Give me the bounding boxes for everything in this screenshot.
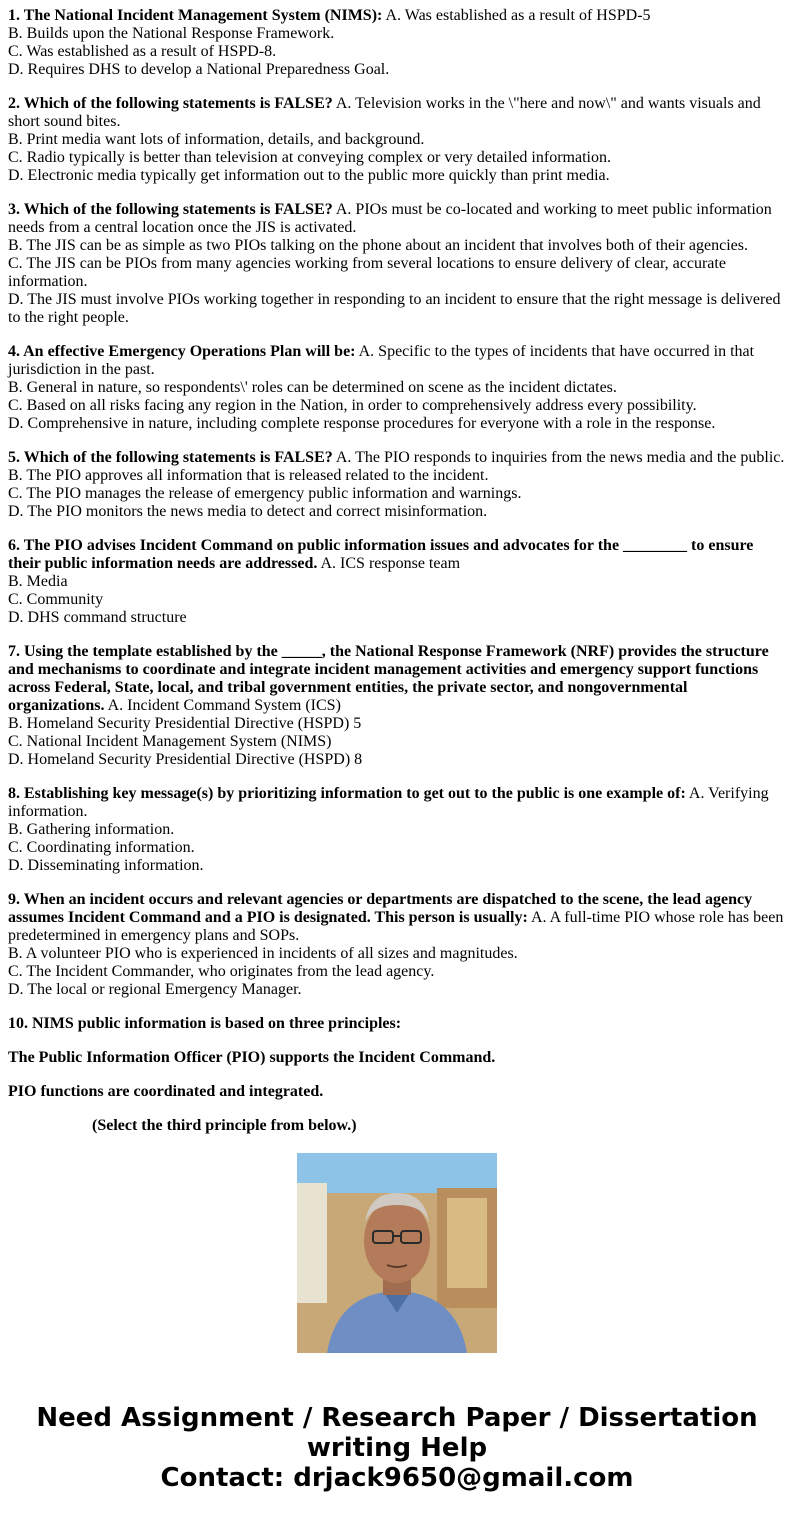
question-3 — [8, 201, 786, 327]
promo-contact: Contact: drjack9650@gmail.com — [160, 1463, 634, 1493]
answer-c: C. Coordinating information. — [8, 839, 195, 856]
question-1 — [8, 7, 786, 79]
answer-c: C. Was established as a result of HSPD-8. — [8, 43, 277, 60]
question-stem: 2. Which of the following statements is FALSE? — [8, 95, 333, 112]
answer-a: A. The PIO responds to inquiries from the news media and the public. — [335, 449, 785, 466]
question-8 — [8, 785, 786, 875]
answer-c: C. The Incident Commander, who originates from the lead agency. — [8, 963, 435, 980]
answer-c: C. The JIS can be PIOs from many agencies working from several locations to ensure delivery of clear, accurate information. — [8, 255, 726, 290]
answer-d: D. Comprehensive in nature, including complete response procedures for everyone with a role in the response. — [8, 415, 716, 432]
answer-c: C. Radio typically is better than television at conveying complex or very detailed information. — [8, 149, 611, 166]
answer-d: D. Requires DHS to develop a National Preparedness Goal. — [8, 61, 390, 78]
question-5 — [8, 449, 786, 521]
answer-b: B. Media — [8, 573, 68, 590]
question-stem: 1. The National Incident Management System (NIMS): — [8, 7, 383, 24]
question-2 — [8, 95, 786, 185]
answer-c: C. Based on all risks facing any region in the Nation, in order to comprehensively address every possibility. — [8, 397, 697, 414]
answer-d: D. The JIS must involve PIOs working together in responding to an incident to ensure that the right message is delivered to the right people. — [8, 291, 781, 326]
principle-1: The Public Information Officer (PIO) supports the Incident Command. — [8, 1049, 496, 1066]
answer-a: A. ICS response team — [320, 555, 461, 572]
answer-a: A. Specific to the types of incidents that have occurred in that jurisdiction in the past. — [8, 343, 755, 378]
answer-d: D. The local or regional Emergency Manager. — [8, 981, 302, 998]
promo-banner — [0, 1403, 794, 1493]
author-photo — [297, 1153, 497, 1353]
principle-3-prompt: (Select the third principle from below.) — [92, 1117, 357, 1134]
answer-d: D. The PIO monitors the news media to detect and correct misinformation. — [8, 503, 488, 520]
question-stem: 3. Which of the following statements is FALSE? — [8, 201, 333, 218]
answer-a: A. A full-time PIO whose role has been predetermined in emergency plans and SOPs. — [8, 909, 784, 944]
principle-2: PIO functions are coordinated and integrated. — [8, 1083, 324, 1100]
answer-b: B. Print media want lots of information, details, and background. — [8, 131, 425, 148]
question-6 — [8, 537, 786, 627]
question-4 — [8, 343, 786, 433]
answer-b: B. A volunteer PIO who is experienced in incidents of all sizes and magnitudes. — [8, 945, 518, 962]
answer-a: A. Was established as a result of HSPD-5 — [385, 7, 651, 24]
answer-b: B. Homeland Security Presidential Directive (HSPD) 5 — [8, 715, 362, 732]
answer-a: A. PIOs must be co-located and working to meet public information needs from a central location once the JIS is activated. — [8, 201, 772, 236]
question-stem: 7. Using the template established by the _____, the National Response Framework (NRF) provides the structure and mechanisms to coordinate and integrate incident management activities and emergency support functions across Federal, State, local, and tribal government entities, the private sector, and nongovernmental organizations. — [8, 643, 769, 714]
question-stem: 5. Which of the following statements is FALSE? — [8, 449, 333, 466]
answer-a: A. Incident Command System (ICS) — [107, 697, 341, 714]
answer-c: C. National Incident Management System (NIMS) — [8, 733, 332, 750]
answer-c: C. Community — [8, 591, 104, 608]
author-avatar — [297, 1153, 497, 1353]
answer-b: B. The PIO approves all information that is released related to the incident. — [8, 467, 489, 484]
question-stem: 8. Establishing key message(s) by prioritizing information to get out to the public is one example of: — [8, 785, 686, 802]
question-10-stem: 10. NIMS public information is based on three principles: — [8, 1015, 402, 1032]
question-stem: 4. An effective Emergency Operations Plan will be: — [8, 343, 356, 360]
answer-d: D. DHS command structure — [8, 609, 187, 626]
answer-b: B. Gathering information. — [8, 821, 175, 838]
question-9 — [8, 891, 786, 999]
answer-d: D. Electronic media typically get information out to the public more quickly than print media. — [8, 167, 610, 184]
promo-line-1: Need Assignment / Research Paper / Dissertation — [36, 1403, 758, 1433]
question-stem: 6. The PIO advises Incident Command on public information issues and advocates for the ________ to ensure their public information needs are addressed. — [8, 537, 754, 572]
question-stem: 9. When an incident occurs and relevant agencies or departments are dispatched to the scene, the lead agency assumes Incident Command and a PIO is designated. This person is usually: — [8, 891, 753, 926]
answer-d: D. Disseminating information. — [8, 857, 204, 874]
answer-c: C. The PIO manages the release of emergency public information and warnings. — [8, 485, 522, 502]
answer-b: B. General in nature, so respondents\' roles can be determined on scene as the incident dictates. — [8, 379, 617, 396]
promo-line-2: writing Help — [306, 1433, 488, 1463]
answer-b: B. The JIS can be as simple as two PIOs talking on the phone about an incident that involves both of their agencies. — [8, 237, 748, 254]
question-7 — [8, 643, 786, 769]
answer-b: B. Builds upon the National Response Framework. — [8, 25, 335, 42]
answer-a: A. Verifying information. — [8, 785, 769, 820]
answer-d: D. Homeland Security Presidential Directive (HSPD) 8 — [8, 751, 363, 768]
quiz-content — [8, 7, 786, 1134]
answer-a: A. Television works in the \"here and now\" and wants visuals and short sound bites. — [8, 95, 761, 130]
